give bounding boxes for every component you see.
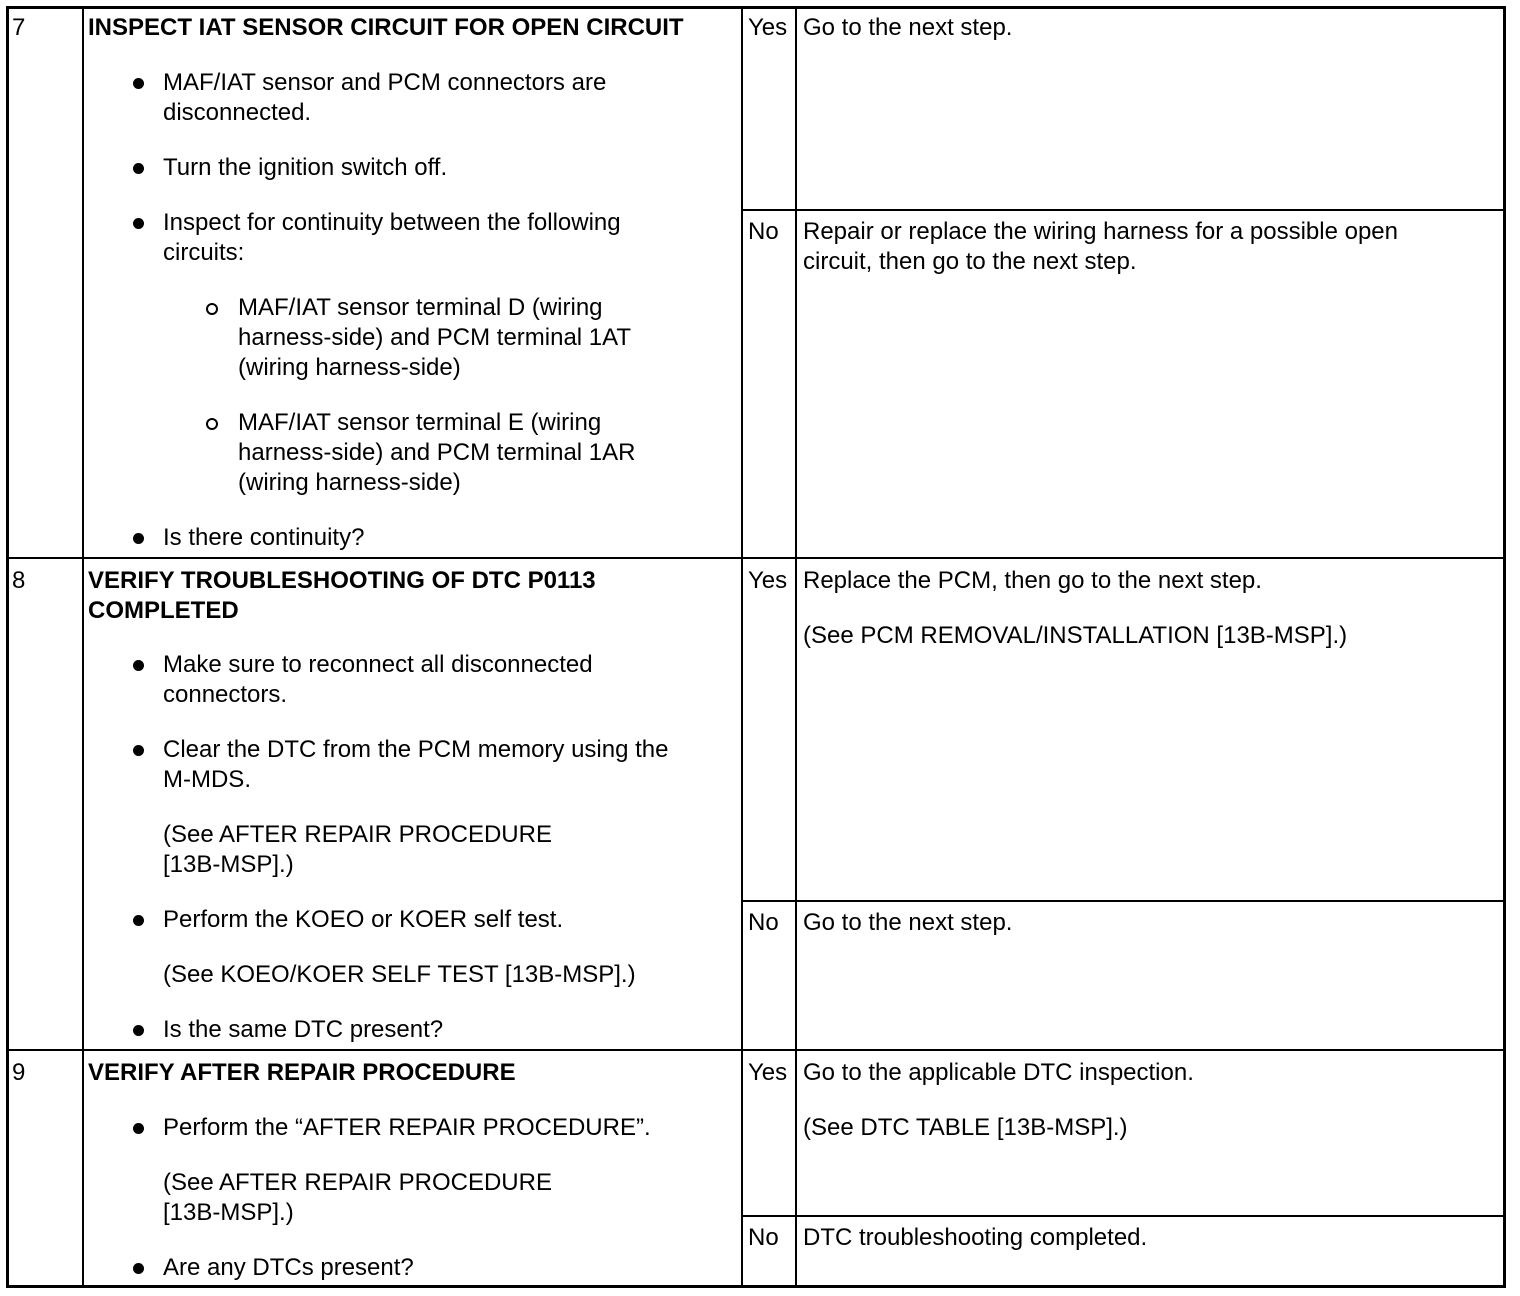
bullet-icon [133,533,144,544]
list-item: Turn the ignition switch off. [163,154,448,181]
sub-bullet-icon [206,303,218,315]
sub-list-item: MAF/IAT sensor terminal D (wiring [238,294,603,321]
sub-list-item: (wiring harness-side) [238,469,461,496]
step-title: VERIFY TROUBLESHOOTING OF DTC P0113 [88,567,596,594]
sub-list-item: MAF/IAT sensor terminal E (wiring [238,409,602,436]
list-item: M-MDS. [163,766,251,793]
row-divider-7-8 [6,557,1506,559]
step-number: 9 [12,1059,26,1086]
yes-label: Yes [748,14,788,41]
yes-action: Go to the applicable DTC inspection. [803,1059,1194,1086]
yes-label: Yes [748,567,788,594]
no-action: Go to the next step. [803,909,1013,936]
list-item: Are any DTCs present? [163,1254,414,1281]
step-number: 7 [12,14,26,41]
row-divider-8-9 [6,1049,1506,1051]
yes-action: Replace the PCM, then go to the next step. [803,567,1262,594]
no-action: Repair or replace the wiring harness for a possible open [803,218,1398,245]
no-label: No [748,1224,779,1251]
bullet-icon [133,745,144,756]
no-label: No [748,909,779,936]
yes-no-divider-8 [741,900,1506,902]
step-title: INSPECT IAT SENSOR CIRCUIT FOR OPEN CIRCUIT [88,14,684,41]
list-item: Perform the KOEO or KOER self test. [163,906,564,933]
list-item: connectors. [163,681,288,708]
list-item: circuits: [163,239,245,266]
sub-list-item: harness-side) and PCM terminal 1AR [238,439,636,466]
bullet-icon [133,78,144,89]
reference-note: [13B-MSP].) [163,1199,294,1226]
bullet-icon [133,218,144,229]
bullet-icon [133,660,144,671]
yes-reference: (See PCM REMOVAL/INSTALLATION [13B-MSP].) [803,622,1348,649]
bullet-icon [133,1263,144,1274]
list-item: Clear the DTC from the PCM memory using the [163,736,669,763]
list-item: Is there continuity? [163,524,365,551]
bullet-icon [133,915,144,926]
yes-action: Go to the next step. [803,14,1013,41]
no-action: DTC troubleshooting completed. [803,1224,1148,1251]
step-number: 8 [12,567,26,594]
sub-list-item: harness-side) and PCM terminal 1AT [238,324,632,351]
sub-list-item: (wiring harness-side) [238,354,461,381]
list-item: MAF/IAT sensor and PCM connectors are [163,69,607,96]
reference-note: (See KOEO/KOER SELF TEST [13B-MSP].) [163,961,636,988]
list-item: Inspect for continuity between the following [163,209,621,236]
col-divider-answer [795,6,797,1288]
no-label: No [748,218,779,245]
list-item: disconnected. [163,99,312,126]
col-divider-action [741,6,743,1288]
list-item: Is the same DTC present? [163,1016,444,1043]
step-title: VERIFY AFTER REPAIR PROCEDURE [88,1059,516,1086]
yes-label: Yes [748,1059,788,1086]
col-divider-step [82,6,84,1288]
reference-note: (See AFTER REPAIR PROCEDURE [163,821,552,848]
no-action: circuit, then go to the next step. [803,248,1137,275]
list-item: Make sure to reconnect all disconnected [163,651,593,678]
yes-no-divider-7 [741,209,1506,211]
step-title: COMPLETED [88,597,239,624]
list-item: Perform the “AFTER REPAIR PROCEDURE”. [163,1114,651,1141]
sub-bullet-icon [206,418,218,430]
bullet-icon [133,1123,144,1134]
bullet-icon [133,163,144,174]
bullet-icon [133,1025,144,1036]
reference-note: [13B-MSP].) [163,851,294,878]
yes-no-divider-9 [741,1215,1506,1217]
yes-reference: (See DTC TABLE [13B-MSP].) [803,1114,1128,1141]
reference-note: (See AFTER REPAIR PROCEDURE [163,1169,552,1196]
